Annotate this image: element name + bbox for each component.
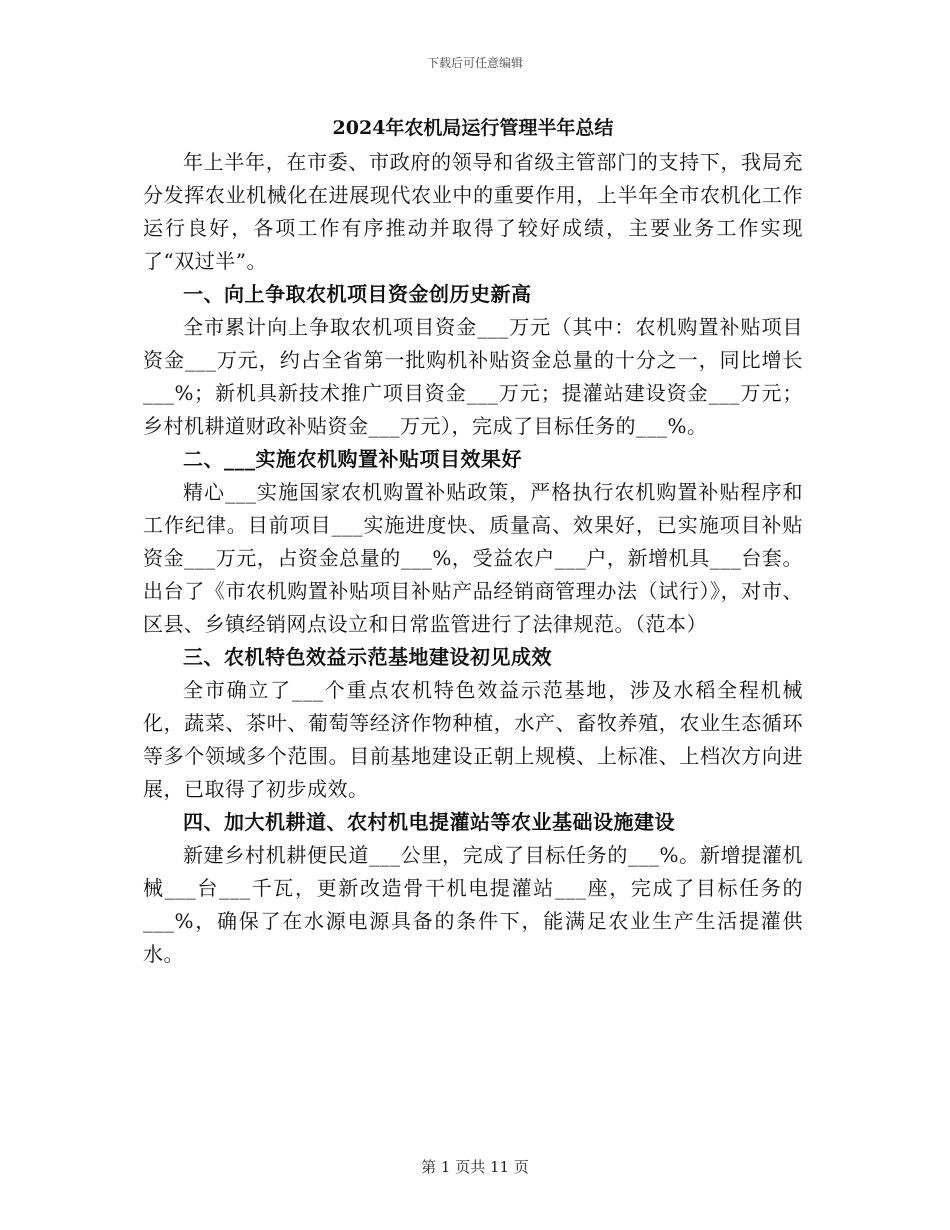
section-heading-1: 一、向上争取农机项目资金创历史新高: [183, 282, 532, 306]
section-body-1: 全市累计向上争取农机项目资金___万元（其中：农机购置补贴项目资金___万元，约占全省第一批购机补贴资金总量的十分之一，同比增长___%；新机具新技术推广项目资金___万元；提灌站建设资金___万元；乡村机耕道财政补贴资金___万元），完成了目标任务的___%。: [143, 315, 803, 438]
section-body-2: 精心___实施国家农机购置补贴政策，严格执行农机购置补贴程序和工作纪律。目前项目___实施进度快、质量高、效果好，已实施项目补贴资金___万元，占资金总量的___%，受益农户___户，新增机具___台套。出台了《市农机购置补贴项目补贴产品经销商管理办法（试行）》，对市、区县、乡镇经销网点设立和日常监管进行了法律规范。（范本）: [143, 480, 803, 636]
section-heading-4: 四、加大机耕道、农村机电提灌站等农业基础设施建设: [183, 810, 675, 834]
section-body-3: 全市确立了___个重点农机特色效益示范基地，涉及水稻全程机械化，蔬菜、茶叶、葡萄等经济作物种植，水产、畜牧养殖，农业生态循环等多个领域多个范围。目前基地建设正朝上规模、上标准、上档次方向进展，已取得了初步成效。: [143, 678, 803, 801]
section-heading-2: 二、___实施农机购置补贴项目效果好: [183, 447, 522, 471]
document-content: [143, 110, 803, 971]
section-body-4: 新建乡村机耕便民道___公里，完成了目标任务的___%。新增提灌机械___台___千瓦，更新改造骨干机电提灌站___座，完成了目标任务的___%，确保了在水源电源具备的条件下，能满足农业生产生活提灌供水。: [143, 843, 803, 966]
page-number-footer: 第 1 页共 11 页: [421, 1158, 529, 1176]
section-heading-3: 三、农机特色效益示范基地建设初见成效: [183, 645, 552, 669]
intro-paragraph: 年上半年，在市委、市政府的领导和省级主管部门的支持下，我局充分发挥农业机械化在进展现代农业中的重要作用，上半年全市农机化工作运行良好，各项工作有序推动并取得了较好成绩，主要业务工作实现了“双过半”。: [143, 150, 803, 273]
document-title: 2024年农机局运行管理半年总结: [332, 117, 614, 139]
header-note: 下载后可任意编辑: [426, 56, 523, 70]
